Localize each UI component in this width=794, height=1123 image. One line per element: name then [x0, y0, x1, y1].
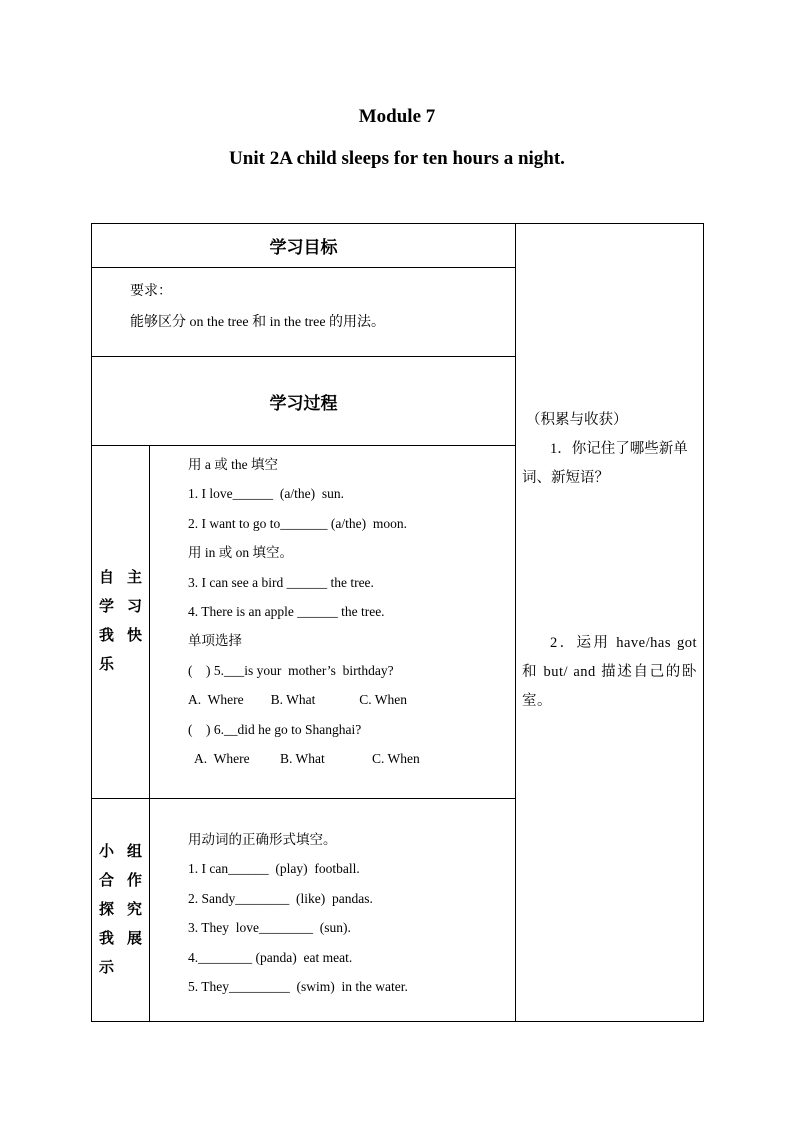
group-work-content [150, 799, 516, 1022]
side-char: 小 [98, 843, 114, 860]
side-char: 乐 [98, 657, 114, 673]
exercise-line: 3. I can see a bird ______ the tree. [188, 574, 374, 590]
notes-question-1: 1．你记住了哪些新单词、新短语？ [522, 441, 688, 486]
exercise-line: ( ) 6.__did he go to Shanghai? [188, 721, 362, 737]
requirements-text: 能够区分 on the tree 和 in the tree 的用法。 [130, 315, 386, 330]
side-char: 示 [98, 959, 114, 976]
exercise-line: 5. They_________ (swim) in the water. [188, 979, 408, 995]
group-work-label [92, 799, 150, 1022]
side-char: 快 [126, 628, 142, 644]
notes-heading: （积累与收获） [526, 412, 628, 428]
side-char: 作 [126, 872, 142, 889]
exercise-line: 2. Sandy________ (like) pandas. [188, 890, 373, 906]
process-heading: 学习过程 [92, 357, 516, 446]
self-study-label [92, 446, 150, 799]
unit-title: Unit 2A child sleeps for ten hours a night. [229, 148, 565, 169]
exercise-line: 4. There is an apple ______ the tree. [188, 604, 385, 620]
notes-question-2: 2．运用 have/has got 和 but/ and 描述自己的卧室。 [522, 635, 697, 709]
side-char: 我 [98, 930, 114, 947]
side-char: 组 [126, 843, 142, 860]
exercise-line: A. Where B. What C. When [188, 692, 407, 708]
side-char: 探 [98, 901, 114, 918]
requirements-cell [92, 268, 516, 357]
exercise-line: 用 a 或 the 填空 [188, 457, 278, 472]
side-char [124, 954, 146, 983]
exercise-line: 用动词的正确形式填空。 [188, 832, 337, 847]
exercise-line: 4.________ (panda) eat meat. [188, 949, 353, 965]
side-char: 习 [126, 599, 142, 615]
exercise-line: 1. I love______ (a/the) sun. [188, 486, 344, 502]
exercise-line: 单项选择 [188, 633, 242, 649]
notes-column [516, 224, 704, 1022]
requirements-label: 要求： [130, 284, 172, 299]
exercise-line: 2. I want to go to_______ (a/the) moon. [188, 515, 407, 531]
side-char: 究 [126, 901, 142, 918]
side-char: 展 [126, 930, 142, 947]
side-char: 合 [98, 872, 114, 889]
study-table [91, 223, 704, 1022]
side-char [124, 651, 146, 680]
side-char: 主 [126, 570, 142, 586]
side-char: 学 [98, 599, 114, 615]
exercise-line: A. Where B. What C. When [188, 751, 420, 767]
exercise-line: ( ) 5.___is your mother’s birthday? [188, 662, 394, 678]
side-char: 自 [98, 570, 114, 586]
side-char: 我 [98, 628, 114, 644]
objectives-heading: 学习目标 [92, 224, 516, 268]
self-study-content [150, 446, 516, 799]
module-title: Module 7 [358, 106, 436, 127]
exercise-line: 1. I can______ (play) football. [188, 861, 360, 877]
exercise-line: 用 in 或 on 填空。 [188, 545, 294, 561]
exercise-line: 3. They love________ (sun). [188, 920, 351, 936]
